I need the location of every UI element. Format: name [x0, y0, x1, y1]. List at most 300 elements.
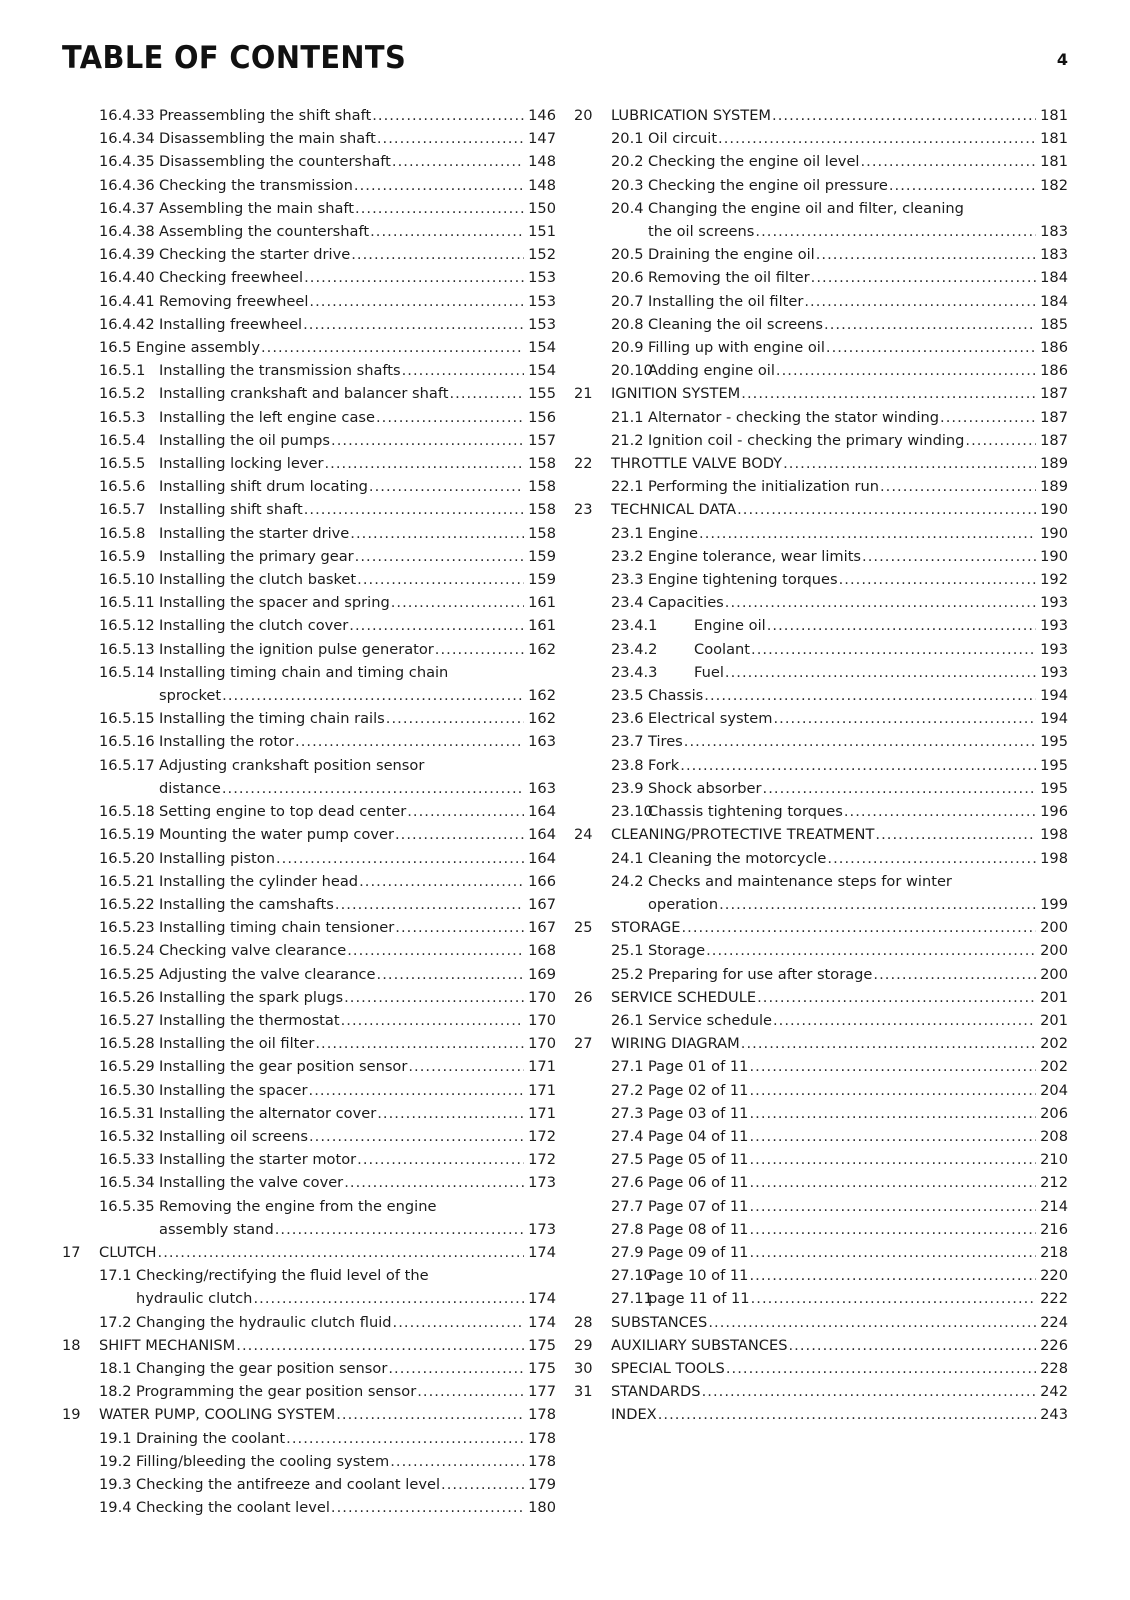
toc-entry-number: 23.4.1	[611, 617, 658, 635]
toc-entry-number: 25.2	[611, 965, 644, 983]
toc-entry-page: 228	[1040, 1359, 1068, 1377]
toc-entry[interactable]	[574, 266, 1068, 289]
toc-entry-number: 16.5.10	[99, 571, 155, 589]
toc-entry-number: 27.8	[611, 1220, 644, 1238]
toc-entry-number: 16.5.22	[99, 895, 155, 913]
toc-entry-label: the oil screens	[648, 223, 755, 241]
toc-leader-dots	[719, 893, 1036, 916]
toc-entry[interactable]	[62, 1427, 556, 1450]
toc-entry-page: 156	[528, 408, 556, 426]
toc-entry[interactable]	[574, 1055, 1068, 1078]
toc-entry-number: 16.4.35	[99, 153, 155, 171]
toc-entry[interactable]	[62, 220, 556, 243]
toc-entry-label: Adjusting the valve clearance	[159, 965, 376, 983]
toc-entry[interactable]	[62, 197, 556, 220]
toc-leader-dots	[315, 1032, 524, 1055]
toc-entry-label: Capacities	[648, 594, 724, 612]
toc-leader-dots	[749, 1148, 1036, 1171]
toc-entry[interactable]	[574, 823, 1068, 846]
toc-entry-label: Preparing for use after storage	[648, 965, 873, 983]
toc-entry[interactable]	[62, 1311, 556, 1334]
toc-entry-label: Installing the alternator cover	[159, 1104, 377, 1122]
toc-entry-page: 175	[528, 1336, 556, 1354]
toc-entry[interactable]	[62, 707, 556, 730]
toc-entry-number: 28	[574, 1313, 593, 1331]
toc-entry-page: 206	[1040, 1104, 1068, 1122]
toc-entry[interactable]	[62, 1032, 556, 1055]
toc-leader-dots	[350, 522, 524, 545]
toc-entry[interactable]	[62, 104, 556, 127]
toc-entry-label: Installing freewheel	[159, 315, 303, 333]
toc-entry-page: 175	[528, 1359, 556, 1377]
toc-entry[interactable]	[574, 1357, 1068, 1380]
toc-columns	[62, 104, 1068, 1519]
toc-entry-label: Changing the gear position sensor	[136, 1359, 388, 1377]
toc-entry-label: Page 03 of 11	[648, 1104, 749, 1122]
toc-entry-number: 20.9	[611, 339, 644, 357]
toc-leader-dots	[369, 475, 524, 498]
toc-entry[interactable]	[574, 522, 1068, 545]
toc-leader-dots	[355, 545, 524, 568]
toc-leader-dots	[388, 1357, 524, 1380]
toc-entry[interactable]	[62, 1403, 556, 1426]
toc-leader-dots	[275, 1218, 524, 1241]
toc-entry[interactable]	[62, 498, 556, 521]
toc-entry[interactable]	[574, 336, 1068, 359]
toc-entry[interactable]	[574, 359, 1068, 382]
toc-entry[interactable]	[62, 893, 556, 916]
toc-entry-number: 23.8	[611, 756, 644, 774]
toc-entry-page: 170	[528, 988, 556, 1006]
toc-entry[interactable]	[62, 963, 556, 986]
toc-entry-label: Page 10 of 11	[648, 1267, 749, 1285]
toc-leader-dots	[751, 638, 1036, 661]
toc-entry[interactable]	[62, 777, 556, 800]
toc-leader-dots	[324, 452, 524, 475]
toc-entry-page: 172	[528, 1151, 556, 1169]
toc-leader-dots	[395, 916, 524, 939]
toc-entry[interactable]	[574, 847, 1068, 870]
toc-entry-label: Installing shift drum locating	[159, 478, 368, 496]
toc-leader-dots	[377, 127, 524, 150]
toc-entry-label: Installing the starter drive	[159, 524, 350, 542]
toc-entry-label: Assembling the main shaft	[159, 199, 354, 217]
toc-entry[interactable]	[62, 754, 556, 777]
toc-entry-page: 201	[1040, 988, 1068, 1006]
toc-entry-label: Chassis	[648, 687, 704, 705]
toc-entry-page: 158	[528, 501, 556, 519]
toc-entry-label: Draining the engine oil	[648, 246, 815, 264]
toc-entry-page: 216	[1040, 1220, 1068, 1238]
toc-entry[interactable]	[574, 1102, 1068, 1125]
toc-entry-number: 16.4.37	[99, 199, 155, 217]
toc-entry[interactable]	[574, 661, 1068, 684]
toc-entry[interactable]	[62, 522, 556, 545]
toc-entry[interactable]	[62, 406, 556, 429]
toc-entry[interactable]	[62, 638, 556, 661]
toc-leader-dots	[359, 870, 524, 893]
toc-entry-page: 185	[1040, 315, 1068, 333]
toc-entry[interactable]	[62, 1195, 556, 1218]
toc-entry[interactable]	[574, 568, 1068, 591]
toc-entry-number: 23.2	[611, 547, 644, 565]
toc-entry[interactable]	[574, 1241, 1068, 1264]
toc-entry[interactable]	[574, 1334, 1068, 1357]
toc-entry[interactable]	[574, 986, 1068, 1009]
toc-entry-page: 163	[528, 733, 556, 751]
toc-leader-dots	[862, 545, 1036, 568]
toc-entry[interactable]	[574, 127, 1068, 150]
toc-leader-dots	[295, 730, 524, 753]
toc-entry-page: 178	[528, 1406, 556, 1424]
toc-leader-dots	[449, 382, 524, 405]
toc-entry-page: 180	[528, 1499, 556, 1517]
toc-leader-dots	[804, 290, 1036, 313]
toc-entry-number: 22.1	[611, 478, 644, 496]
toc-entry[interactable]	[574, 313, 1068, 336]
toc-entry-number: 16.5.26	[99, 988, 155, 1006]
toc-leader-dots	[386, 707, 524, 730]
toc-leader-dots	[354, 174, 524, 197]
toc-entry[interactable]	[62, 382, 556, 405]
toc-entry-number: 16.4.40	[99, 269, 155, 287]
toc-entry[interactable]	[574, 800, 1068, 823]
toc-column-left	[62, 104, 556, 1519]
toc-entry[interactable]	[574, 406, 1068, 429]
toc-entry-page: 154	[528, 362, 556, 380]
toc-entry[interactable]	[574, 452, 1068, 475]
toc-entry[interactable]	[62, 1171, 556, 1194]
toc-entry-number: 16.5.2	[99, 385, 146, 403]
toc-entry-number: 16.5.1	[99, 362, 146, 380]
toc-entry-label: IGNITION SYSTEM	[611, 385, 741, 403]
toc-entry[interactable]	[62, 359, 556, 382]
toc-entry-label: Chassis tightening torques	[648, 803, 843, 821]
toc-entry-number: 16.5.15	[99, 710, 155, 728]
toc-entry-page: 177	[528, 1383, 556, 1401]
toc-entry-page: 222	[1040, 1290, 1068, 1308]
toc-leader-dots	[751, 1287, 1037, 1310]
toc-entry[interactable]	[62, 127, 556, 150]
toc-entry-page: 195	[1040, 779, 1068, 797]
toc-entry-label: Engine tolerance, wear limits	[648, 547, 862, 565]
toc-entry[interactable]	[62, 1125, 556, 1148]
toc-entry-page: 171	[528, 1104, 556, 1122]
toc-entry-page: 202	[1040, 1035, 1068, 1053]
toc-entry[interactable]	[574, 290, 1068, 313]
toc-leader-dots	[749, 1125, 1036, 1148]
toc-leader-dots	[875, 823, 1036, 846]
toc-entry[interactable]	[62, 475, 556, 498]
toc-leader-dots	[351, 243, 524, 266]
toc-entry[interactable]	[62, 1287, 556, 1310]
toc-entry[interactable]	[62, 1334, 556, 1357]
toc-entry[interactable]	[62, 591, 556, 614]
toc-entry-page: 178	[528, 1429, 556, 1447]
toc-entry[interactable]	[574, 1218, 1068, 1241]
toc-entry[interactable]	[574, 498, 1068, 521]
toc-entry[interactable]	[62, 568, 556, 591]
toc-entry-page: 183	[1040, 246, 1068, 264]
toc-leader-dots	[741, 382, 1036, 405]
toc-entry-label: Installing the spark plugs	[159, 988, 344, 1006]
toc-entry-label: TECHNICAL DATA	[611, 501, 737, 519]
toc-entry[interactable]	[574, 545, 1068, 568]
toc-leader-dots	[839, 568, 1037, 591]
toc-entry[interactable]	[574, 174, 1068, 197]
toc-entry[interactable]	[62, 243, 556, 266]
toc-entry-page: 195	[1040, 733, 1068, 751]
toc-entry-page: 146	[528, 107, 556, 124]
toc-entry[interactable]	[62, 313, 556, 336]
toc-entry-label: Installing the clutch cover	[159, 617, 349, 635]
toc-entry-label: Checking freewheel	[159, 269, 304, 287]
toc-entry-page: 158	[528, 455, 556, 473]
toc-entry[interactable]	[574, 1380, 1068, 1403]
toc-entry[interactable]	[62, 1055, 556, 1078]
toc-leader-dots	[816, 243, 1036, 266]
toc-leader-dots	[222, 684, 524, 707]
toc-entry-page: 164	[528, 803, 556, 821]
toc-entry-page: 186	[1040, 339, 1068, 357]
toc-entry[interactable]	[62, 452, 556, 475]
toc-entry[interactable]	[574, 963, 1068, 986]
toc-entry-number: 16.5.3	[99, 408, 146, 426]
toc-entry[interactable]	[574, 1264, 1068, 1287]
toc-entry[interactable]	[62, 1218, 556, 1241]
toc-entry[interactable]	[574, 638, 1068, 661]
toc-leader-dots	[706, 939, 1036, 962]
toc-entry-label: SERVICE SCHEDULE	[611, 988, 757, 1006]
toc-entry[interactable]	[574, 150, 1068, 173]
toc-entry[interactable]	[62, 1148, 556, 1171]
toc-entry[interactable]	[62, 1357, 556, 1380]
toc-entry-number: 27	[574, 1035, 593, 1053]
toc-entry-page: 190	[1040, 501, 1068, 519]
toc-entry-page: 204	[1040, 1081, 1068, 1099]
toc-entry-page: 186	[1040, 362, 1068, 380]
toc-entry-page: 194	[1040, 710, 1068, 728]
toc-entry-page: 224	[1040, 1313, 1068, 1331]
toc-entry-number: 20.7	[611, 292, 644, 310]
toc-entry[interactable]	[574, 730, 1068, 753]
toc-entry-number: 23	[574, 501, 593, 519]
toc-entry-label: STANDARDS	[611, 1383, 701, 1401]
toc-entry[interactable]	[62, 916, 556, 939]
toc-entry[interactable]	[62, 847, 556, 870]
toc-entry[interactable]	[574, 1148, 1068, 1171]
toc-entry-number: 16.5.13	[99, 640, 155, 658]
toc-entry-page: 187	[1040, 431, 1068, 449]
toc-entry[interactable]	[574, 1287, 1068, 1310]
toc-entry-label: Fork	[648, 756, 680, 774]
toc-entry[interactable]	[62, 1473, 556, 1496]
toc-entry-number: 27.3	[611, 1104, 644, 1122]
toc-entry[interactable]	[574, 1311, 1068, 1334]
toc-entry-number: 20.5	[611, 246, 644, 264]
toc-entry-number: 20.3	[611, 176, 644, 194]
toc-entry[interactable]	[62, 174, 556, 197]
toc-entry[interactable]	[574, 684, 1068, 707]
toc-leader-dots	[435, 638, 524, 661]
toc-entry[interactable]	[574, 382, 1068, 405]
toc-entry-number: 31	[574, 1383, 593, 1401]
toc-entry[interactable]	[62, 1079, 556, 1102]
toc-entry-label: Installing the camshafts	[159, 895, 334, 913]
toc-entry[interactable]	[62, 800, 556, 823]
toc-entry-page: 166	[528, 872, 556, 890]
toc-entry-number: 23.4	[611, 594, 644, 612]
toc-leader-dots	[965, 429, 1036, 452]
toc-entry[interactable]	[574, 1009, 1068, 1032]
toc-entry-label: hydraulic clutch	[136, 1290, 253, 1308]
toc-leader-dots	[749, 1264, 1036, 1287]
toc-entry-page: 169	[528, 965, 556, 983]
toc-entry-page: 199	[1040, 895, 1068, 913]
toc-leader-dots	[940, 406, 1036, 429]
toc-entry[interactable]	[574, 754, 1068, 777]
toc-entry[interactable]	[574, 707, 1068, 730]
toc-entry-label: Checks and maintenance steps for winter	[648, 872, 952, 890]
toc-entry-label: sprocket	[159, 687, 222, 705]
toc-entry-number: 27.4	[611, 1127, 644, 1145]
toc-entry[interactable]	[62, 336, 556, 359]
toc-leader-dots	[704, 684, 1036, 707]
toc-entry-page: 170	[528, 1011, 556, 1029]
toc-entry-number: 16.5.7	[99, 501, 146, 519]
toc-entry-label: Checking the antifreeze and coolant level	[136, 1475, 440, 1493]
toc-entry-page: 190	[1040, 547, 1068, 565]
toc-entry-page: 178	[528, 1452, 556, 1470]
toc-entry-label: Engine tightening torques	[648, 571, 838, 589]
toc-entry-number: 27.2	[611, 1081, 644, 1099]
toc-entry[interactable]	[62, 1264, 556, 1287]
toc-entry-number: 16.4.34	[99, 130, 155, 148]
toc-entry-page: 181	[1040, 130, 1068, 148]
toc-entry-label: Checking the engine oil pressure	[648, 176, 888, 194]
toc-leader-dots	[755, 220, 1036, 243]
toc-leader-dots	[718, 127, 1036, 150]
toc-entry[interactable]	[62, 545, 556, 568]
toc-entry-label: INDEX	[611, 1406, 657, 1424]
toc-leader-dots	[355, 197, 524, 220]
toc-leader-dots	[749, 1195, 1036, 1218]
toc-entry-number: 16.4.39	[99, 246, 155, 264]
toc-entry-number: 17	[62, 1243, 81, 1261]
toc-entry[interactable]	[62, 1380, 556, 1403]
toc-entry-label: AUXILIARY SUBSTANCES	[611, 1336, 788, 1354]
toc-entry[interactable]	[62, 939, 556, 962]
toc-entry-label: Cleaning the oil screens	[648, 315, 824, 333]
toc-leader-dots	[408, 1055, 524, 1078]
toc-entry-number: 27.9	[611, 1243, 644, 1261]
toc-entry[interactable]	[574, 1171, 1068, 1194]
toc-entry-page: 193	[1040, 617, 1068, 635]
toc-entry[interactable]	[62, 1241, 556, 1264]
toc-entry-page: 161	[528, 617, 556, 635]
toc-entry[interactable]	[62, 986, 556, 1009]
toc-leader-dots	[376, 406, 524, 429]
toc-entry[interactable]	[62, 1009, 556, 1032]
toc-entry-number: 16.5.25	[99, 965, 155, 983]
toc-entry[interactable]	[574, 1195, 1068, 1218]
toc-entry[interactable]	[62, 823, 556, 846]
toc-entry[interactable]	[574, 1125, 1068, 1148]
toc-entry-label: Disassembling the countershaft	[159, 153, 391, 171]
toc-entry[interactable]	[62, 150, 556, 173]
toc-entry-number: 26	[574, 988, 593, 1006]
toc-entry-label: Installing the oil filter	[159, 1035, 315, 1053]
toc-entry-label: SPECIAL TOOLS	[611, 1359, 725, 1377]
toc-entry[interactable]	[62, 614, 556, 637]
toc-leader-dots	[377, 963, 525, 986]
toc-entry[interactable]	[574, 916, 1068, 939]
toc-entry[interactable]	[574, 197, 1068, 220]
toc-entry[interactable]	[574, 1403, 1068, 1426]
toc-entry-label: Coolant	[694, 640, 751, 658]
toc-entry[interactable]	[574, 1032, 1068, 1055]
toc-entry-page: 150	[528, 199, 556, 217]
page-header	[62, 40, 1068, 86]
toc-entry-number: 27.11	[611, 1290, 653, 1308]
toc-entry[interactable]	[574, 614, 1068, 637]
toc-entry[interactable]	[62, 684, 556, 707]
toc-column-right	[574, 104, 1068, 1519]
toc-leader-dots	[303, 313, 524, 336]
toc-entry-label: Installing the spacer	[159, 1081, 308, 1099]
toc-leader-dots	[286, 1427, 524, 1450]
toc-entry[interactable]	[62, 429, 556, 452]
toc-entry[interactable]	[62, 661, 556, 684]
toc-entry[interactable]	[574, 1079, 1068, 1102]
toc-entry[interactable]	[574, 429, 1068, 452]
toc-entry-number: 24.2	[611, 872, 644, 890]
toc-entry-page: 183	[1040, 223, 1068, 241]
toc-entry-number: 23.3	[611, 571, 644, 589]
toc-entry-page: 172	[528, 1127, 556, 1145]
toc-entry[interactable]	[62, 266, 556, 289]
toc-leader-dots	[827, 847, 1036, 870]
toc-leader-dots	[395, 823, 524, 846]
toc-entry-label: Installing locking lever	[159, 455, 324, 473]
toc-entry[interactable]	[574, 870, 1068, 893]
toc-entry-label: Engine assembly	[136, 339, 260, 357]
toc-entry[interactable]	[574, 104, 1068, 127]
toc-entry-label: Programming the gear position sensor	[136, 1383, 417, 1401]
toc-entry-label: distance	[159, 779, 221, 797]
toc-entry-number: 26.1	[611, 1011, 644, 1029]
toc-entry-label: Page 05 of 11	[648, 1151, 749, 1169]
toc-entry[interactable]	[574, 591, 1068, 614]
toc-entry[interactable]	[574, 777, 1068, 800]
toc-entry[interactable]	[62, 290, 556, 313]
toc-entry-label: Changing the hydraulic clutch fluid	[136, 1313, 392, 1331]
toc-entry[interactable]	[574, 220, 1068, 243]
toc-entry-page: 201	[1040, 1011, 1068, 1029]
toc-entry[interactable]	[62, 1496, 556, 1519]
toc-entry[interactable]	[574, 243, 1068, 266]
toc-entry[interactable]	[574, 475, 1068, 498]
toc-entry-number: 20.1	[611, 130, 644, 148]
toc-entry[interactable]	[62, 870, 556, 893]
toc-entry[interactable]	[62, 730, 556, 753]
toc-entry[interactable]	[62, 1450, 556, 1473]
toc-entry-page: 171	[528, 1081, 556, 1099]
toc-entry[interactable]	[574, 939, 1068, 962]
toc-entry[interactable]	[62, 1102, 556, 1125]
toc-entry[interactable]	[574, 893, 1068, 916]
toc-entry-page: 173	[528, 1174, 556, 1192]
